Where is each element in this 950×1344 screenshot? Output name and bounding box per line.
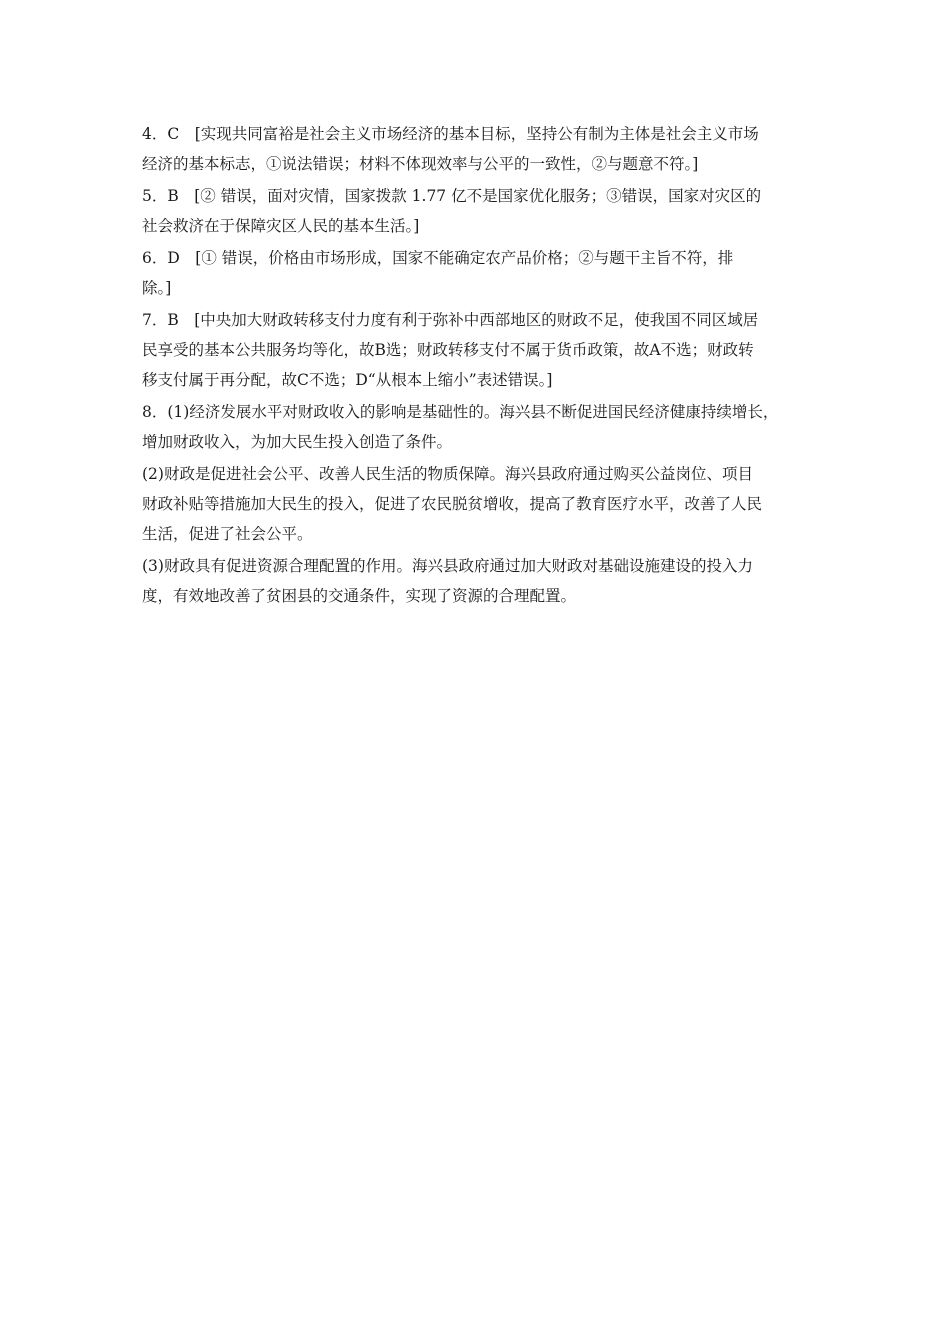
answer-line: (3)财政具有促进资源合理配置的作用。海兴县政府通过加大财政对基础设施建设的投入力 xyxy=(142,557,753,575)
answer-line: 5．B [② 错误，面对灾情，国家拨款 1.77 亿不是国家优化服务；③错误，国家对灾区的 xyxy=(142,187,762,205)
answer-line: 增加财政收入，为加大民生投入创造了条件。 xyxy=(142,433,453,451)
answer-line: 8．(1)经济发展水平对财政收入的影响是基础性的。海兴县不断促进国民经济健康持续增长， xyxy=(142,403,779,421)
answer-line: 社会救济在于保障灾区人民的基本生活。] xyxy=(142,217,420,235)
answer-line: (2)财政是促进社会公平、改善人民生活的物质保障。海兴县政府通过购买公益岗位、项目 xyxy=(142,465,753,483)
answer-5 xyxy=(142,181,814,241)
answer-6 xyxy=(142,243,814,303)
answer-7 xyxy=(142,305,814,395)
answer-line: 经济的基本标志，①说法错误；材料不体现效率与公平的一致性，②与题意不符。] xyxy=(142,155,699,173)
answer-line: 生活，促进了社会公平。 xyxy=(142,525,313,543)
answer-line: 7．B [中央加大财政转移支付力度有利于弥补中西部地区的财政不足，使我国不同区域居 xyxy=(142,311,759,329)
answer-line: 除。] xyxy=(142,279,172,297)
answer-8-part-3 xyxy=(142,551,814,611)
answer-line: 移支付属于再分配，故C不选；D“从根本上缩小”表述错误。] xyxy=(142,371,553,389)
answer-8-part-2 xyxy=(142,459,814,549)
answer-4 xyxy=(142,119,814,179)
answer-document xyxy=(142,119,814,611)
answer-line: 4．C [实现共同富裕是社会主义市场经济的基本目标，坚持公有制为主体是社会主义市场 xyxy=(142,125,759,143)
answer-line: 民享受的基本公共服务均等化，故B选；财政转移支付不属于货币政策，故A不选；财政转 xyxy=(142,341,754,359)
answer-line: 度，有效地改善了贫困县的交通条件，实现了资源的合理配置。 xyxy=(142,587,577,605)
answer-line: 6．D [① 错误，价格由市场形成，国家不能确定农产品价格；②与题干主旨不符，排 xyxy=(142,249,734,267)
answer-8-part-1 xyxy=(142,397,814,457)
answer-line: 财政补贴等措施加大民生的投入，促进了农民脱贫增收，提高了教育医疗水平，改善了人民 xyxy=(142,495,763,513)
